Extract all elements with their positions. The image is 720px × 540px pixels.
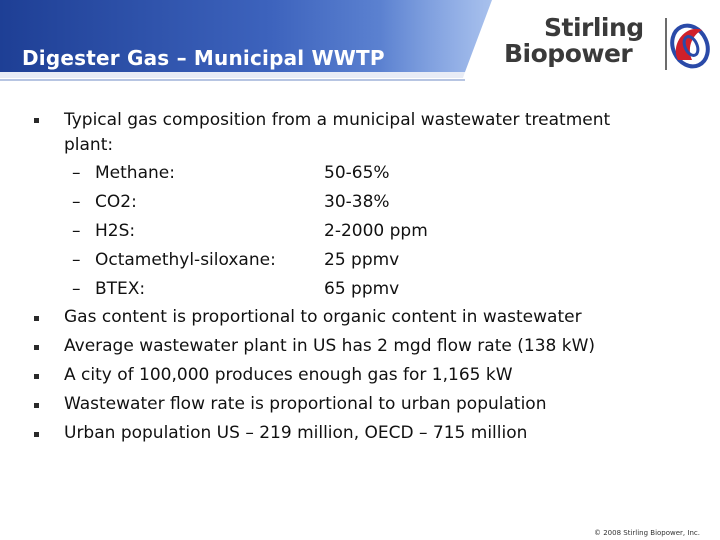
sub-bullet-dash: – [72, 279, 81, 299]
bullet-text: A city of 100,000 produces enough gas for 1,165 kW [64, 365, 513, 385]
bullet-text: Gas content is proportional to organic content in wastewater [64, 307, 582, 327]
composition-value: 2-2000 ppm [324, 221, 428, 241]
composition-value: 30-38% [324, 192, 390, 212]
composition-value: 25 ppmv [324, 250, 400, 270]
composition-label: Methane: [95, 163, 175, 183]
bullet-text: Average wastewater plant in US has 2 mgd flow rate (138 kW) [64, 336, 596, 356]
composition-label: Octamethyl-siloxane: [95, 250, 276, 270]
bullet-text: Wastewater flow rate is proportional to urban population [64, 394, 547, 414]
bullet-marker [34, 432, 39, 437]
copyright-footer: © 2008 Stirling Biopower, Inc. [594, 529, 700, 537]
company-logo [502, 14, 714, 74]
sub-bullet-dash: – [72, 163, 81, 183]
bullet-marker [34, 118, 39, 123]
bullet-text: Typical gas composition from a municipal wastewater treatment [64, 110, 611, 130]
sub-bullet-dash: – [72, 250, 81, 270]
bullet-text-continuation: plant: [64, 135, 114, 155]
logo-swirl-icon [664, 16, 710, 72]
bullet-marker [34, 374, 39, 379]
sub-bullet-dash: – [72, 221, 81, 241]
composition-label: CO2: [95, 192, 137, 212]
bullet-marker [34, 403, 39, 408]
bullet-text: Urban population US – 219 million, OECD – 715 million [64, 423, 528, 443]
bullet-marker [34, 345, 39, 350]
sub-bullet-dash: – [72, 192, 81, 212]
bullet-marker [34, 316, 39, 321]
composition-value: 50-65% [324, 163, 390, 183]
composition-value: 65 ppmv [324, 279, 400, 299]
composition-label: BTEX: [95, 279, 146, 299]
slide-title: Digester Gas – Municipal WWTP [22, 46, 385, 70]
logo-word-biopower: Biopower [504, 39, 633, 68]
logo-word-stirling: Stirling [544, 13, 644, 42]
composition-label: H2S: [95, 221, 136, 241]
